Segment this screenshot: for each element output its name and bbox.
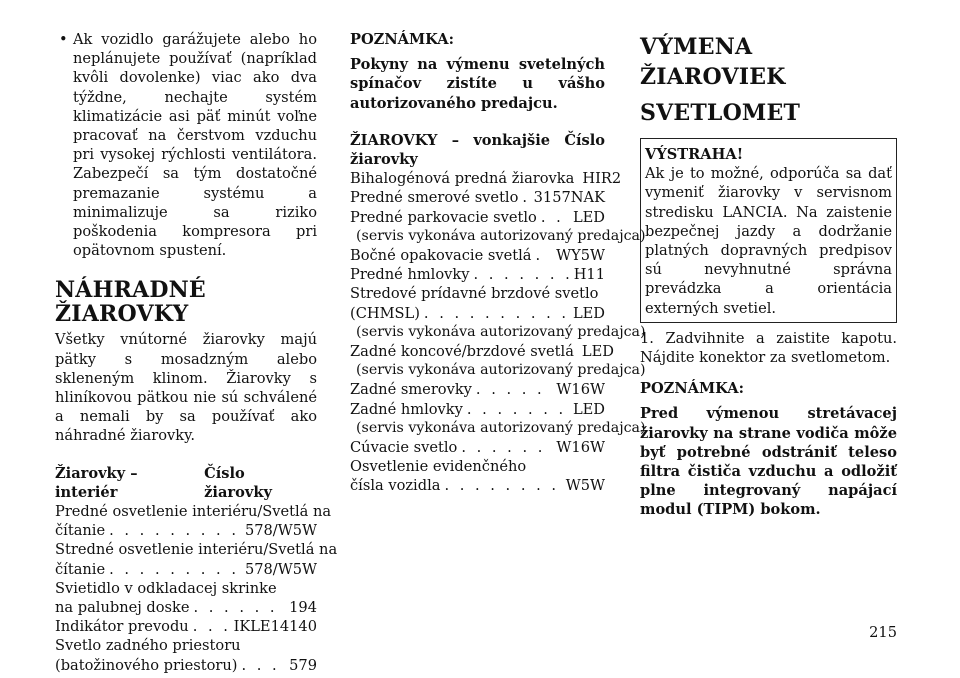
entry-value: W5W <box>565 477 605 495</box>
entry-value: LED <box>572 304 605 322</box>
entry-prefix: Predné osvetlenie interiéru/Svetlá na <box>55 503 332 521</box>
entry-note: (servis vykonáva autorizovaný predajca) <box>356 362 646 379</box>
interior-bulb-entry <box>55 617 317 636</box>
column-right <box>640 32 897 520</box>
entry-value: 194 <box>289 599 317 617</box>
column-middle <box>350 30 646 496</box>
note-heading: POZNÁMKA: <box>350 31 454 48</box>
step-1: 1. Zadvihnite a zaistite kapotu. Nájdite konektor za svetlometom. <box>640 329 897 367</box>
exterior-bulbs-table-header <box>350 131 605 169</box>
entry-value: LED <box>581 343 614 361</box>
entry-value: 579 <box>289 656 317 674</box>
entry-prefix: Svetlo zadného priestoru <box>55 637 241 655</box>
interior-bulb-entry <box>55 502 332 540</box>
replacement-bulbs-paragraph: Všetky vnútorné žiarovky majú pätky s mosadzným alebo skleneným klinom. Žiarovky s hliníkovou pätkou nie sú schválené a nemali by sa používať ako náhradné žiarovky. <box>55 331 317 445</box>
interior-bulb-entry <box>55 540 338 578</box>
section-heading-replacement-bulbs: NÁHRADNÉ ŽIAROVKY <box>55 277 206 328</box>
exterior-bulb-entry <box>350 438 605 457</box>
entry-prefix: Svietidlo v odkladacej skrinke <box>55 579 277 597</box>
column-left <box>55 30 338 675</box>
entry-value: 3157NAK <box>533 189 605 207</box>
entry-value: IKLE14140 <box>233 618 317 636</box>
entry-label: Zadné koncové/brzdové svetlá <box>350 343 574 361</box>
entry-label: (CHMSL) <box>350 304 420 322</box>
exterior-bulb-entry <box>350 400 646 438</box>
exterior-bulb-entry <box>350 342 646 380</box>
warning-box <box>640 138 897 323</box>
exterior-bulb-entry <box>350 265 605 284</box>
entry-label: Cúvacie svetlo <box>350 439 458 457</box>
entry-label: čísla vozidla <box>350 477 441 495</box>
exterior-bulb-entry <box>350 246 605 265</box>
entry-label: Predné hmlovky <box>350 266 470 284</box>
interior-bulbs-table-header <box>55 464 317 502</box>
entry-label: Zadné hmlovky <box>350 400 463 418</box>
entry-label: Bočné opakovacie svetlá <box>350 247 532 265</box>
entry-value: HIR2 <box>582 170 622 188</box>
entry-value: 578/W5W <box>244 522 317 540</box>
entry-label: Indikátor prevodu <box>55 618 189 636</box>
entry-value: LED <box>572 208 605 226</box>
entry-note: (servis vykonáva autorizovaný predajca) <box>356 419 646 436</box>
table-header: ŽIAROVKY – vonkajšie Číslo žiarovky <box>350 131 605 169</box>
entry-value: LED <box>572 400 605 418</box>
entry-prefix: Osvetlenie evidenčného <box>350 458 527 476</box>
exterior-bulb-entry <box>350 380 605 399</box>
entry-label: čítanie <box>55 560 106 578</box>
interior-bulb-entry <box>55 579 317 617</box>
entry-value: H11 <box>573 266 605 284</box>
entry-label: (batožinového priestoru) <box>55 656 238 674</box>
entry-note: (servis vykonáva autorizovaný predajca) <box>356 227 646 244</box>
entry-label: Zadné smerovky <box>350 381 472 399</box>
entry-label: Bihalogénová predná žiarovka <box>350 170 575 188</box>
entry-prefix: Stredové prídavné brzdové svetlo <box>350 285 599 303</box>
exterior-bulb-entry <box>350 284 646 342</box>
entry-label: Predné parkovacie svetlo <box>350 208 537 226</box>
note-heading: POZNÁMKA: <box>640 380 744 398</box>
entry-value: 578/W5W <box>244 560 317 578</box>
note-text: Pokyny na výmenu svetelných spínačov zistíte u vášho autorizovaného predajcu. <box>350 56 605 112</box>
entry-note: (servis vykonáva autorizovaný predajca) <box>356 323 646 340</box>
entry-prefix: Stredné osvetlenie interiéru/Svetlá na <box>55 541 338 559</box>
note-text: Pred výmenou stretávacej žiarovky na strane vodiča môže byť potrebné odstrániť teleso filtra čističa vzduchu a odložiť plne integrovaný napájací modul (TIPM) bokom. <box>640 405 897 519</box>
entry-value: WY5W <box>556 247 605 265</box>
interior-bulb-entry <box>55 636 317 674</box>
section-heading-bulb-replacement: VÝMENA ŽIAROVIEK <box>640 34 786 90</box>
table-header-right: Číslo žiarovky <box>204 464 272 501</box>
entry-label: Predné smerové svetlo <box>350 189 519 207</box>
exterior-bulb-entry <box>350 169 622 188</box>
exterior-bulb-entry <box>350 188 605 207</box>
entry-value: W16W <box>556 381 605 399</box>
page-number: 215 <box>869 624 897 641</box>
warning-heading: VÝSTRAHA! <box>645 146 744 163</box>
exterior-bulb-entry <box>350 457 605 495</box>
warning-text: Ak je to možné, odporúča sa dať vymeniť žiarovky v servisnom stredisku LANCIA. Na zaistenie bezpečnej jazdy a dodržanie platných dopravných predpisov sú nevyhnutné správna prevádzka a orientácia externých svetiel. <box>645 165 892 317</box>
entry-value: W16W <box>556 439 605 457</box>
entry-label: na palubnej doske <box>55 599 190 617</box>
table-header-left: Žiarovky – interiér <box>55 464 138 501</box>
exterior-bulb-entry <box>350 208 646 246</box>
entry-label: čítanie <box>55 522 106 540</box>
subsection-heading-headlamp: SVETLOMET <box>640 100 801 126</box>
ac-storage-bullet: • Ak vozidlo garážujete alebo ho neplánujete používať (napríklad kvôli dovolenke) viac ako dva týždne, nechajte systém klimatizácie asi päť minút voľne pracovať na čerstvom vzduchu pri vysokej rýchlosti ventilátora. Zabezpečí sa tým dostatočné premazanie systému a minimalizuje sa riziko poškodenia kompresora pri opätovnom spustení. <box>55 30 317 260</box>
